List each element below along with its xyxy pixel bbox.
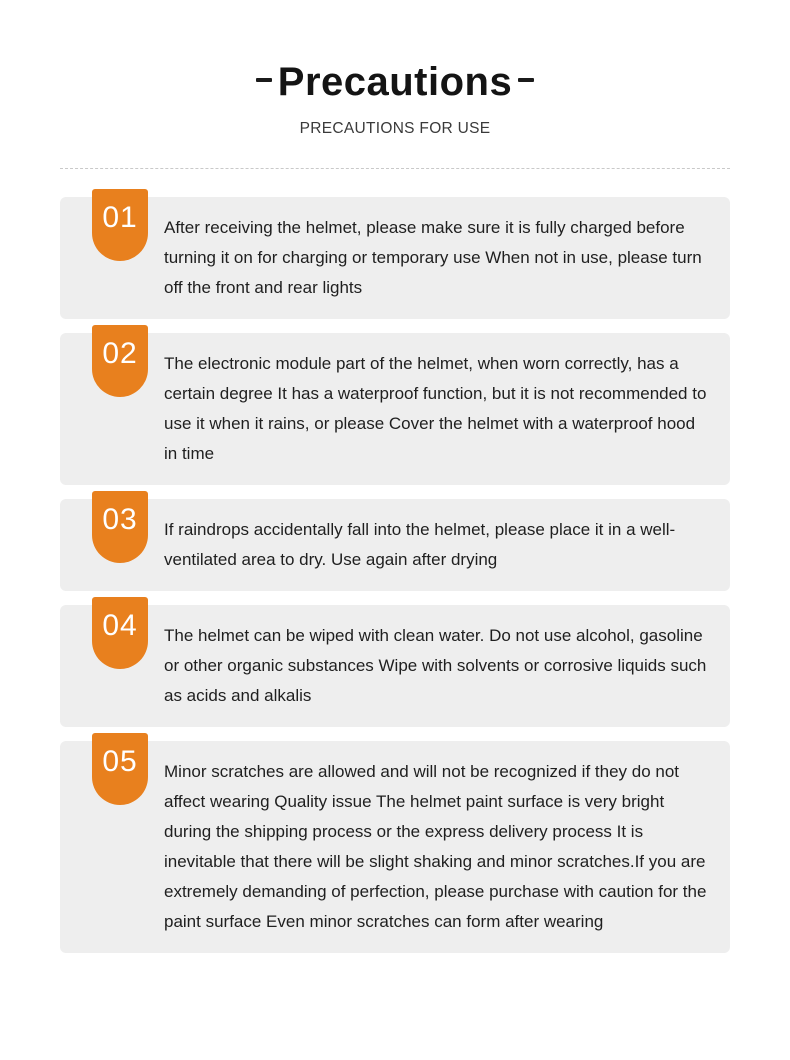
item-number-badge: 01: [92, 189, 148, 261]
list-item: [60, 197, 730, 319]
page-header: [60, 0, 730, 138]
item-number-badge: 02: [92, 325, 148, 397]
list-item: [60, 333, 730, 485]
item-number-badge: 04: [92, 597, 148, 669]
item-text: The electronic module part of the helmet, when worn correctly, has a certain degree It has a waterproof function, but it is not recommended to use it when it rains, or please Cover the helmet with a waterproof hood in time: [164, 354, 707, 463]
item-text: Minor scratches are allowed and will not be recognized if they do not affect wearing Quality issue The helmet paint surface is very bright during the shipping process or the express delivery process It is inevitable that there will be slight shaking and minor scratches.If you are extremely demanding of perfection, please purchase with caution for the paint surface Even minor scratches can form after wearing: [164, 762, 707, 931]
title-dash-left-icon: [256, 78, 272, 82]
header-divider: [60, 168, 730, 169]
list-item: [60, 605, 730, 727]
list-item: [60, 741, 730, 953]
title-dash-right-icon: [518, 78, 534, 82]
item-text: If raindrops accidentally fall into the helmet, please place it in a well-ventilated area to dry. Use again after drying: [164, 520, 676, 569]
page-subtitle: PRECAUTIONS FOR USE: [299, 120, 491, 137]
item-number-badge: 05: [92, 733, 148, 805]
precautions-list: [60, 197, 730, 953]
page-title: Precautions: [277, 60, 513, 104]
item-text: The helmet can be wiped with clean water. Do not use alcohol, gasoline or other organic substances Wipe with solvents or corrosive liquids such as acids and alkalis: [164, 626, 707, 705]
item-number-badge: 03: [92, 491, 148, 563]
title-row: [60, 62, 730, 102]
item-text: After receiving the helmet, please make sure it is fully charged before turning it on for charging or temporary use When not in use, please turn off the front and rear lights: [164, 218, 702, 297]
list-item: [60, 499, 730, 591]
